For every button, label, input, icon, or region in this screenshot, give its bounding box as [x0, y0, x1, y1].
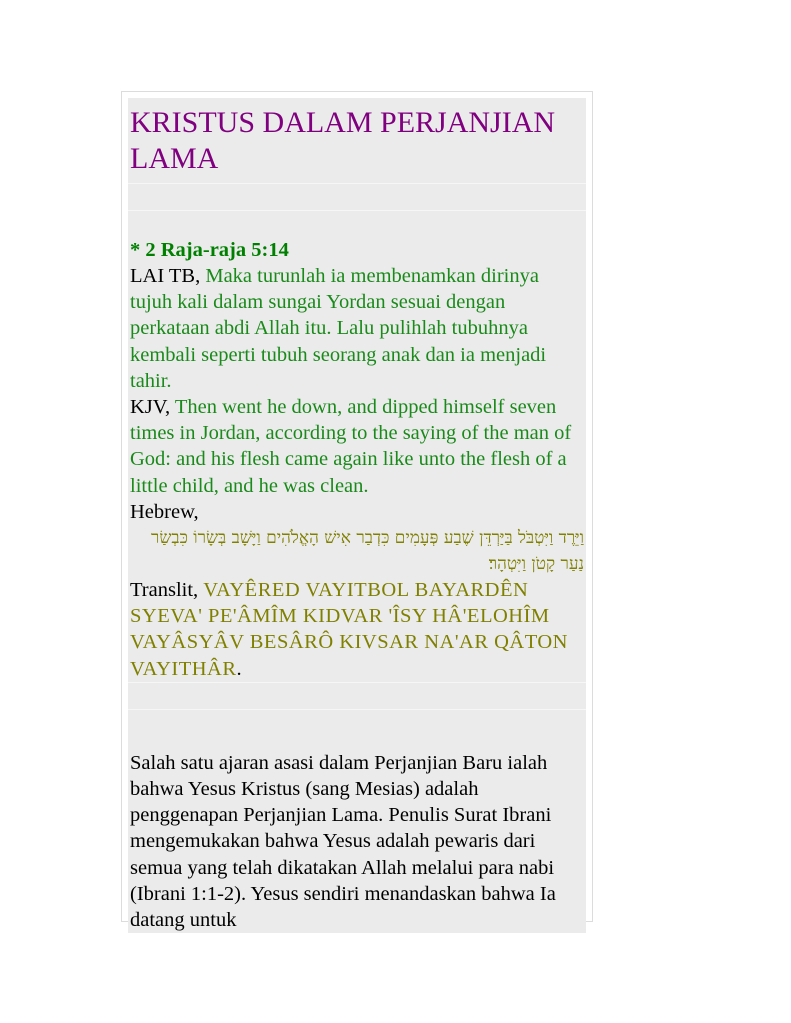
- hebrew-label-line: [128, 499, 586, 525]
- body-paragraph: Salah satu ajaran asasi dalam Perjanjian Baru ialah bahwa Yesus Kristus (sang Mesias) adalah penggenapan Perjanjian Lama. Penulis Surat Ibrani mengemukakan bahwa Yesus adalah pewaris dari semua yang telah dikatakan Allah melalui para nabi (Ibrani 1:1-2). Yesus sendiri menandaskan bahwa Ia datang untuk: [130, 751, 556, 932]
- hebrew-label: Hebrew,: [130, 500, 199, 523]
- lai-paragraph: [128, 263, 586, 394]
- spacer-row: [128, 183, 586, 210]
- document-frame: [121, 91, 593, 932]
- spacer-row: [128, 682, 586, 709]
- kjv-label: KJV,: [130, 396, 171, 419]
- kjv-text: Then went he down, and dipped himself seven times in Jordan, according to the saying of the man of God: and his flesh came again like unto the flesh of a little child, and he was clean.: [130, 396, 572, 497]
- translit-text: VAYÊRED VAYITBOL BAYARDÊN SYEVA' PE'ÂMÎM KIDVAR 'ÎSY HÂ'ELOHÎM VAYÂSYÂV BESÂRÔ KIVSAR NA'AR QÂTON VAYITHÂR: [130, 579, 568, 680]
- hebrew-text: וַיֵּרֶד וַיִּטְבֹּל בַּיַּרְדֵּן שֶׁבַע פְּעָמִים כִּדְבַר אִישׁ הָאֱלֹהִים וַיָּשָׁב בְּשָׂרוֹ כִּבְשַׂר נַעַר קָטֹן וַיִּטְהָר׃: [151, 528, 584, 575]
- translit-label: Translit,: [130, 579, 199, 602]
- lai-text: Maka turunlah ia membenamkan dirinya tujuh kali dalam sungai Yordan sesuai dengan perkataan abdi Allah itu. Lalu pulihlah tubuhnya kembali seperti tubuh seorang anak dan ia menjadi tahir.: [130, 265, 547, 392]
- verse-reference: * 2 Raja-raja 5:14: [130, 239, 289, 261]
- spacer-row: [128, 709, 586, 750]
- document-content: [128, 98, 586, 933]
- translit-paragraph: [128, 577, 586, 682]
- page-title: KRISTUS DALAM PERJANJIAN LAMA: [130, 106, 556, 175]
- spacer-row: [128, 210, 586, 237]
- translit-end: .: [236, 657, 242, 680]
- kjv-paragraph: [128, 394, 586, 499]
- lai-label: LAI TB,: [130, 265, 201, 287]
